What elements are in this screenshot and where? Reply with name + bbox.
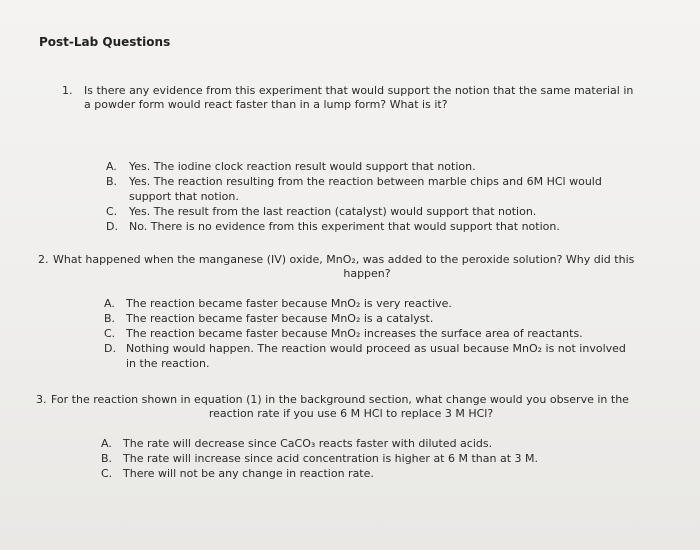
option-b[interactable] <box>104 312 644 327</box>
option-text: Yes. The result from the last reaction (catalyst) would support that notion. <box>129 205 537 218</box>
page-title: Post-Lab Questions <box>39 35 171 49</box>
option-text: Nothing would happen. The reaction would proceed as usual because MnO₂ is not involved <box>126 342 626 355</box>
option-text: Yes. The reaction resulting from the reaction between marble chips and 6M HCl would <box>129 175 602 188</box>
question-number: 1. <box>62 84 73 97</box>
question-3-options <box>101 437 621 482</box>
option-a[interactable] <box>106 160 626 175</box>
option-c[interactable] <box>106 205 626 220</box>
option-text: There will not be any change in reaction rate. <box>123 467 374 480</box>
question-number: 3. <box>36 393 47 406</box>
option-text: in the reaction. <box>126 357 210 370</box>
question-text-line1: Is there any evidence from this experiment that would support the notion that the same material in <box>84 84 634 97</box>
question-text-line2: happen? <box>343 267 391 280</box>
option-letter: B. <box>106 175 118 188</box>
question-3 <box>36 393 656 423</box>
option-letter: C. <box>104 327 116 340</box>
option-letter: A. <box>106 160 117 173</box>
question-text-line1: For the reaction shown in equation (1) in the background section, what change would you observe in the <box>51 393 629 406</box>
option-text: support that notion. <box>129 190 239 203</box>
option-letter: A. <box>104 297 115 310</box>
option-letter: D. <box>104 342 116 355</box>
option-text: Yes. The iodine clock reaction result would support that notion. <box>129 160 476 173</box>
question-number: 2. <box>38 253 49 266</box>
option-d[interactable] <box>106 220 626 235</box>
option-c[interactable] <box>104 327 644 342</box>
option-text: The reaction became faster because MnO₂ increases the surface area of reactants. <box>126 327 583 340</box>
option-d[interactable] <box>104 342 644 372</box>
option-a[interactable] <box>104 297 644 312</box>
question-text-line2: reaction rate if you use 6 M HCl to replace 3 M HCl? <box>208 407 494 420</box>
option-text: The reaction became faster because MnO₂ is a catalyst. <box>126 312 434 325</box>
option-letter: A. <box>101 437 112 450</box>
option-text: The rate will decrease since CaCO₃ reacts faster with diluted acids. <box>123 437 493 450</box>
question-1 <box>62 84 662 114</box>
question-2-options <box>104 297 644 372</box>
option-text: No. There is no evidence from this experiment that would support that notion. <box>129 220 560 233</box>
option-c[interactable] <box>101 467 621 482</box>
option-letter: C. <box>101 467 113 480</box>
option-text: The reaction became faster because MnO₂ is very reactive. <box>126 297 452 310</box>
option-text: The rate will increase since acid concentration is higher at 6 M than at 3 M. <box>123 452 539 465</box>
option-letter: B. <box>104 312 116 325</box>
option-a[interactable] <box>101 437 621 452</box>
question-text-line2: a powder form would react faster than in a lump form? What is it? <box>84 98 448 111</box>
question-1-options <box>106 160 626 235</box>
option-b[interactable] <box>101 452 621 467</box>
option-letter: D. <box>106 220 118 233</box>
question-text-line1: What happened when the manganese (IV) oxide, MnO₂, was added to the peroxide solution? Why did this <box>53 253 635 266</box>
question-2 <box>38 253 658 283</box>
option-letter: C. <box>106 205 118 218</box>
option-b[interactable] <box>106 175 626 205</box>
option-letter: B. <box>101 452 113 465</box>
